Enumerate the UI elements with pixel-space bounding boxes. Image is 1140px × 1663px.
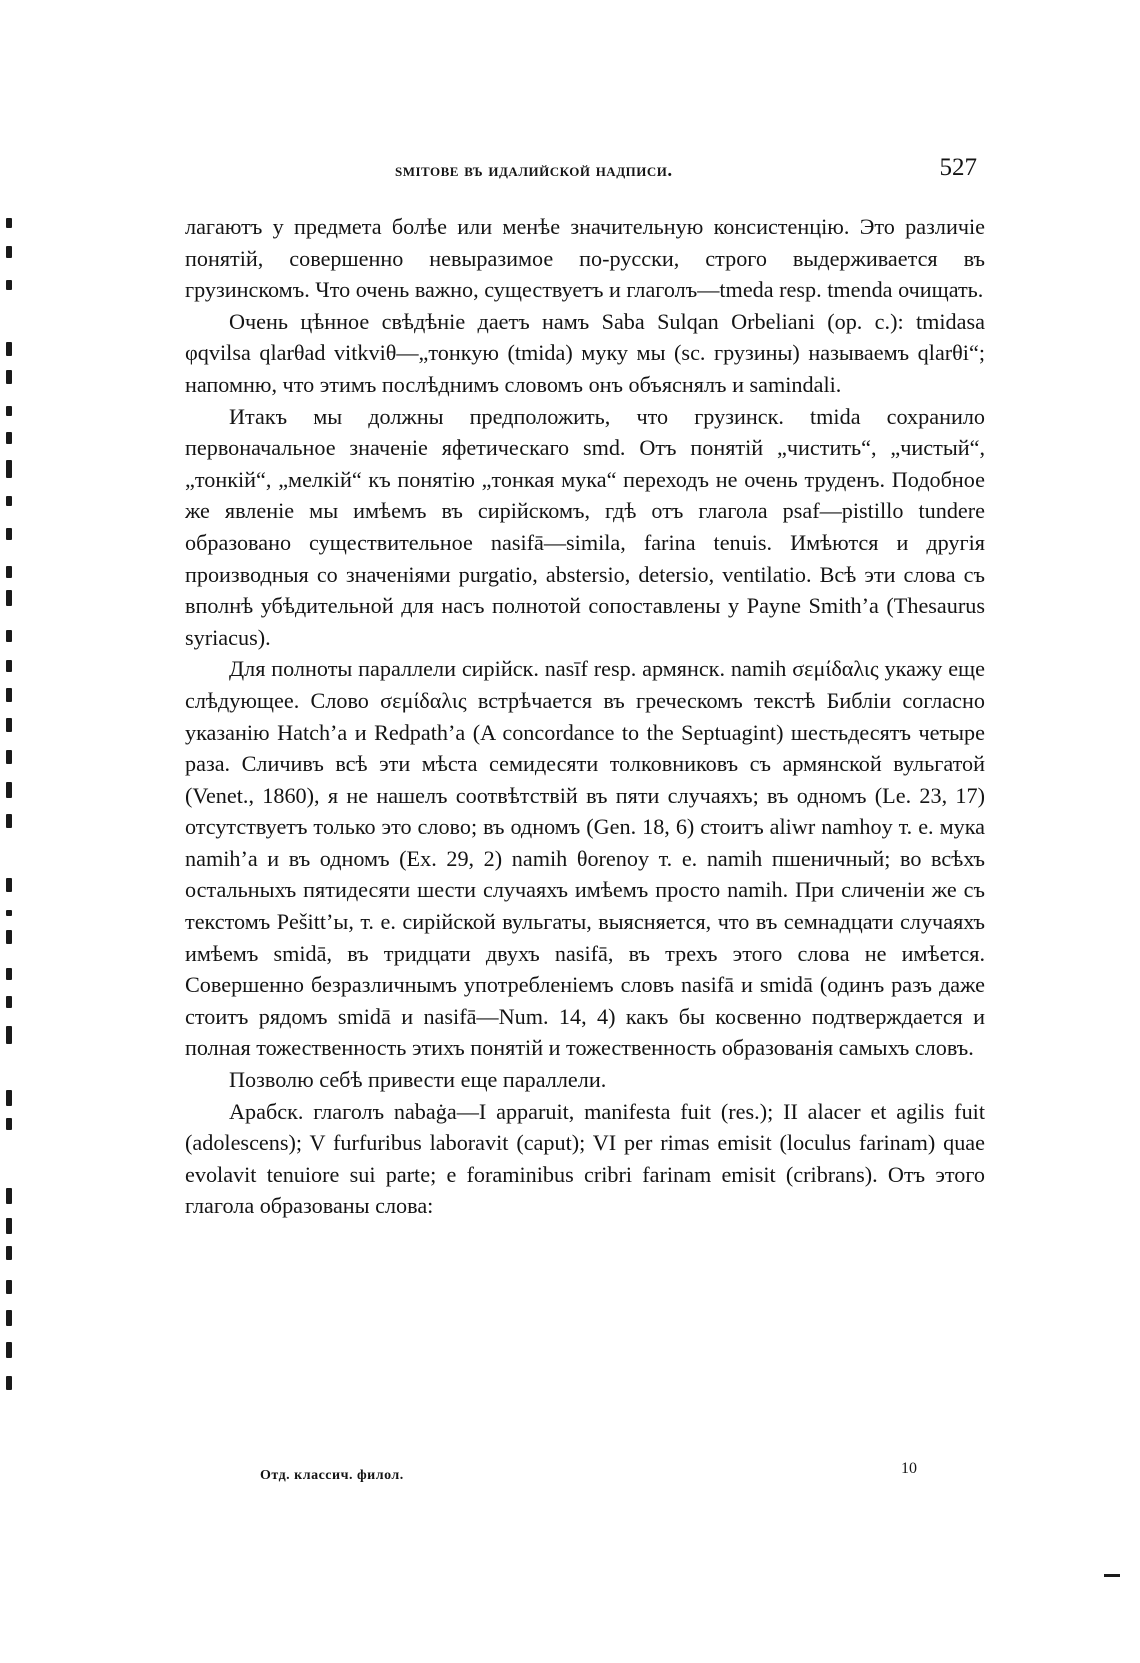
- margin-mark: [6, 1310, 12, 1326]
- margin-mark: [6, 566, 12, 578]
- margin-mark: [6, 1376, 12, 1390]
- footer-label: Отд. классич. филол.: [260, 1468, 404, 1483]
- margin-mark: [6, 218, 12, 228]
- page-footer: [185, 1460, 985, 1490]
- margin-mark: [6, 528, 12, 540]
- margin-mark: [6, 460, 12, 478]
- margin-mark: [6, 246, 12, 258]
- margin-mark: [6, 1188, 12, 1204]
- margin-mark: [6, 406, 12, 416]
- margin-mark: [6, 814, 12, 828]
- paragraph: Итакъ мы должны предположить, что грузинск. tmida сохранило первоначальное значеніе яфетическаго smd. Отъ понятій „чистить“, „чистый“, „тонкій“, „мелкій“ къ понятію „тонкая мука“ переходъ не очень труденъ. Подобное же явленіе мы имѣемъ въ сирійскомъ, гдѣ отъ глагола psaf—pistillo tundere образовано существительное nasifā—simila, farina tenuis. Имѣются и другія производныя со значеніями purgatio, abstersio, detersio, ventilatio. Всѣ эти слова съ вполнѣ убѣдительной для насъ полнотой сопоставлены у Payne Smith’a (Thesaurus syriacus).: [185, 403, 985, 650]
- margin-mark: [6, 1342, 12, 1358]
- margin-mark: [6, 432, 12, 444]
- margin-mark: [6, 930, 12, 944]
- margin-mark: [6, 1280, 12, 1294]
- paragraph: Для полноты параллели сирійск. nasīf resp. армянск. namih σεμίδαλις укажу еще слѣдующее. Слово σεμίδαλις встрѣчается въ греческомъ текстѣ Библіи согласно указанію Hatch’a и Redpath’a (A concordance to the Septuagint) шестьдесятъ четыре раза. Сличивъ всѣ эти мѣста семидесяти толковниковъ съ армянской вульгатой (Venet., 1860), я не нашелъ соотвѣтствій въ пяти случаяхъ; въ одномъ (Le. 23, 17) отсутствуетъ только это слово; въ одномъ (Gen. 18, 6) стоитъ aliwr namhoy т. е. мука namih’a и въ одномъ (Ex. 29, 2) namih θorenoy т. е. namih пшеничный; во всѣхъ остальныхъ пятидесяти шести случаяхъ имѣемъ просто namih. При сличеніи же съ текстомъ Pešitt’ы, т. е. сирійской вульгаты, выясняется, что въ семнадцати случаяхъ имѣемъ smidā, въ тридцати двухъ nasifā, въ трехъ этого слова не имѣется. Совершенно безразличнымъ употребленіемъ словъ nasifā и smidā (одинъ разъ даже стоитъ рядомъ smidā и nasifā—Num. 14, 4) какъ бы косвенно подтверждается и полная тожественность этихъ понятій и тожественность образованія самыхъ словъ.: [185, 656, 985, 1061]
- paragraph: Арабск. глаголъ nabaġa—I apparuit, manifesta fuit (res.); II alacer et agilis fuit (adolescens); V furfuribus laboravit (caput); VI per rimas emisit (loculus farinam) quae evolavit tenuiore sui parte; e foraminibus cribri farinam emisit (cribrans). Отъ этого глагола образованы слова:: [185, 1098, 985, 1219]
- paragraph: лагаютъ у предмета болѣе или менѣе значительную консистенцію. Это различіе понятій, совершенно невыразимое по-русски, строго выдерживается въ грузинскомъ. Что очень важно, существуетъ и глаголъ—tmeda resp. tmenda очищать.: [185, 214, 985, 303]
- margin-scan-marks: [0, 210, 24, 1490]
- scan-edge-mark: [1104, 1574, 1120, 1577]
- paragraph: Позволю себѣ привести еще параллели.: [229, 1067, 607, 1093]
- body-text: [185, 211, 985, 1222]
- margin-mark: [6, 878, 12, 892]
- margin-mark: [6, 968, 12, 980]
- running-title: smitobe въ идалийской надписи.: [395, 160, 673, 181]
- margin-mark: [6, 910, 12, 916]
- margin-mark: [6, 750, 12, 764]
- page-number: 527: [939, 154, 977, 181]
- margin-mark: [6, 342, 12, 356]
- margin-mark: [6, 782, 12, 798]
- margin-mark: [6, 1090, 12, 1106]
- margin-mark: [6, 660, 12, 672]
- paragraph: Очень цѣнное свѣдѣніе даетъ намъ Saba Sulqan Orbeliani (op. c.): tmidasa φqvilsa qlarθad vitkviθ—„тонкую (tmida) муку мы (sc. грузины) называемъ qlarθi“; напомню, что этимъ послѣднимъ словомъ онъ объяснялъ и samindali.: [185, 308, 985, 397]
- margin-mark: [6, 496, 12, 506]
- margin-mark: [6, 1026, 12, 1044]
- signature-mark: 10: [901, 1460, 917, 1477]
- margin-mark: [6, 370, 12, 384]
- margin-mark: [6, 630, 12, 642]
- margin-mark: [6, 718, 12, 732]
- margin-mark: [6, 996, 12, 1008]
- margin-mark: [6, 590, 12, 606]
- page-header: [185, 154, 985, 188]
- margin-mark: [6, 1218, 12, 1234]
- margin-mark: [6, 1246, 12, 1260]
- margin-mark: [6, 1118, 12, 1130]
- margin-mark: [6, 688, 12, 702]
- margin-mark: [6, 280, 12, 290]
